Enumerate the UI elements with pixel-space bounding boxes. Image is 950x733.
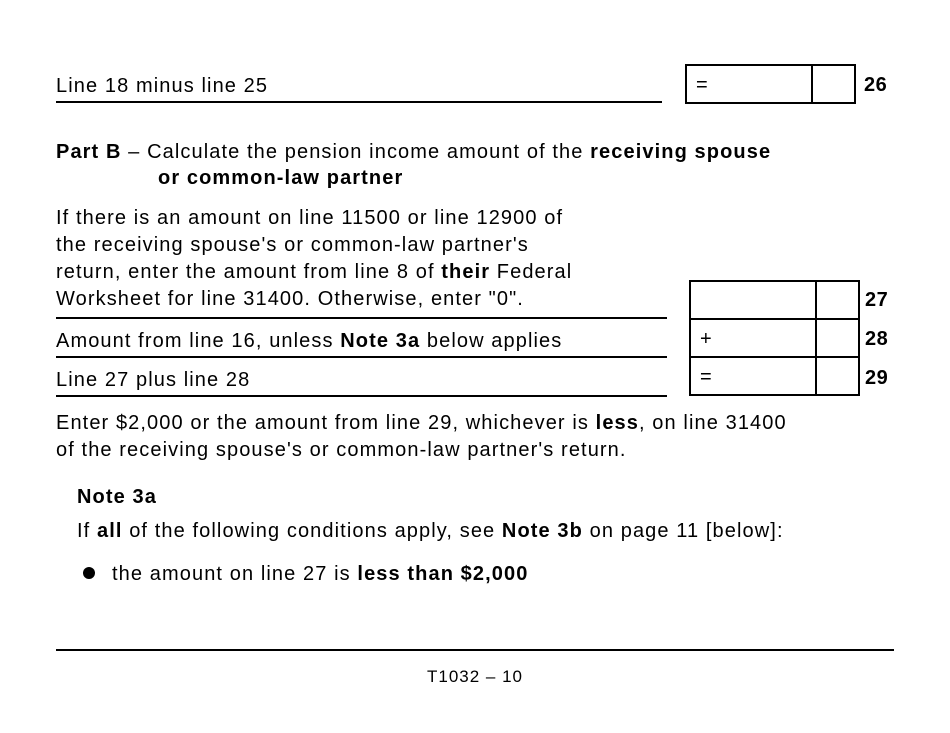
part-b-label: Part B	[56, 141, 122, 163]
line-27-amount-field[interactable]	[689, 280, 860, 320]
footer-rule	[56, 649, 894, 651]
line-28-number: 28	[865, 328, 889, 350]
instruction-text-1c: , on line 31400	[638, 412, 787, 434]
line-29-label: Line 27 plus line 28	[56, 369, 251, 391]
line-27-number: 27	[865, 289, 889, 311]
note-3a-text-b: all	[96, 520, 123, 542]
line-28-label	[56, 328, 562, 354]
line-28-text-a: Amount from line 16, unless	[56, 330, 341, 352]
line-27-text-4: Worksheet for line 31400. Otherwise, enter "0".	[56, 288, 524, 310]
line-29-number: 29	[865, 367, 889, 389]
cents-divider	[815, 320, 817, 356]
line-27-text-3b: their	[441, 261, 491, 283]
line-28-operator: +	[700, 328, 712, 350]
line-28-text-c: below applies	[420, 330, 563, 352]
note-3a-text-c: of the following conditions apply, see	[122, 520, 502, 542]
note-3a-text	[77, 518, 784, 544]
line-27-rule	[56, 317, 667, 319]
line-27-text-1: If there is an amount on line 11500 or line 12900 of	[56, 207, 564, 229]
line-28-text-b: Note 3a	[340, 330, 421, 352]
cents-divider	[815, 282, 817, 318]
line-27-text-3	[56, 259, 572, 285]
cents-divider	[815, 358, 817, 394]
line-29-amount-field[interactable]	[689, 356, 860, 396]
line-26-number: 26	[864, 74, 888, 96]
part-b-dash: –	[121, 141, 148, 163]
instruction-line-1	[56, 410, 787, 436]
line-28-rule	[56, 356, 667, 358]
page-number: T1032 – 10	[426, 667, 523, 686]
instruction-text-1b: less	[595, 412, 639, 434]
line-26-operator: =	[696, 74, 708, 96]
line-27-text-3c: Federal	[490, 261, 573, 283]
part-b-heading-bold-1: receiving spouse	[590, 141, 772, 163]
line-26-amount-field[interactable]	[685, 64, 856, 104]
cents-divider	[811, 66, 813, 102]
note-3a-bullet-item	[112, 561, 528, 587]
line-29-operator: =	[700, 366, 712, 388]
note-3a-title: Note 3a	[77, 486, 157, 508]
line-28-amount-field[interactable]	[689, 318, 860, 358]
note-3b-reference[interactable]: Note 3b	[501, 520, 583, 542]
note-3a-bullet-text-b: less than $2,000	[357, 563, 529, 585]
note-3a-text-e: on page 11 [below]:	[582, 520, 784, 542]
part-b-heading-text: Calculate the pension income amount of the	[147, 141, 591, 163]
instruction-line-2: of the receiving spouse's or common-law partner's return.	[56, 439, 627, 461]
instruction-text-1a: Enter $2,000 or the amount from line 29, whichever is	[56, 412, 596, 434]
line-27-text-2: the receiving spouse's or common-law partner's	[56, 234, 529, 256]
line-27-text-3a: return, enter the amount from line 8 of	[56, 261, 442, 283]
note-3a-bullet-text-a: the amount on line 27 is	[112, 563, 358, 585]
part-b-heading-bold-2: or common-law partner	[158, 167, 404, 189]
line-29-rule	[56, 395, 667, 397]
note-3a-text-a: If	[77, 520, 97, 542]
part-b-heading	[56, 139, 771, 165]
line-26-label: Line 18 minus line 25	[56, 75, 269, 97]
line-26-rule	[56, 101, 662, 103]
bullet-icon	[83, 567, 95, 579]
